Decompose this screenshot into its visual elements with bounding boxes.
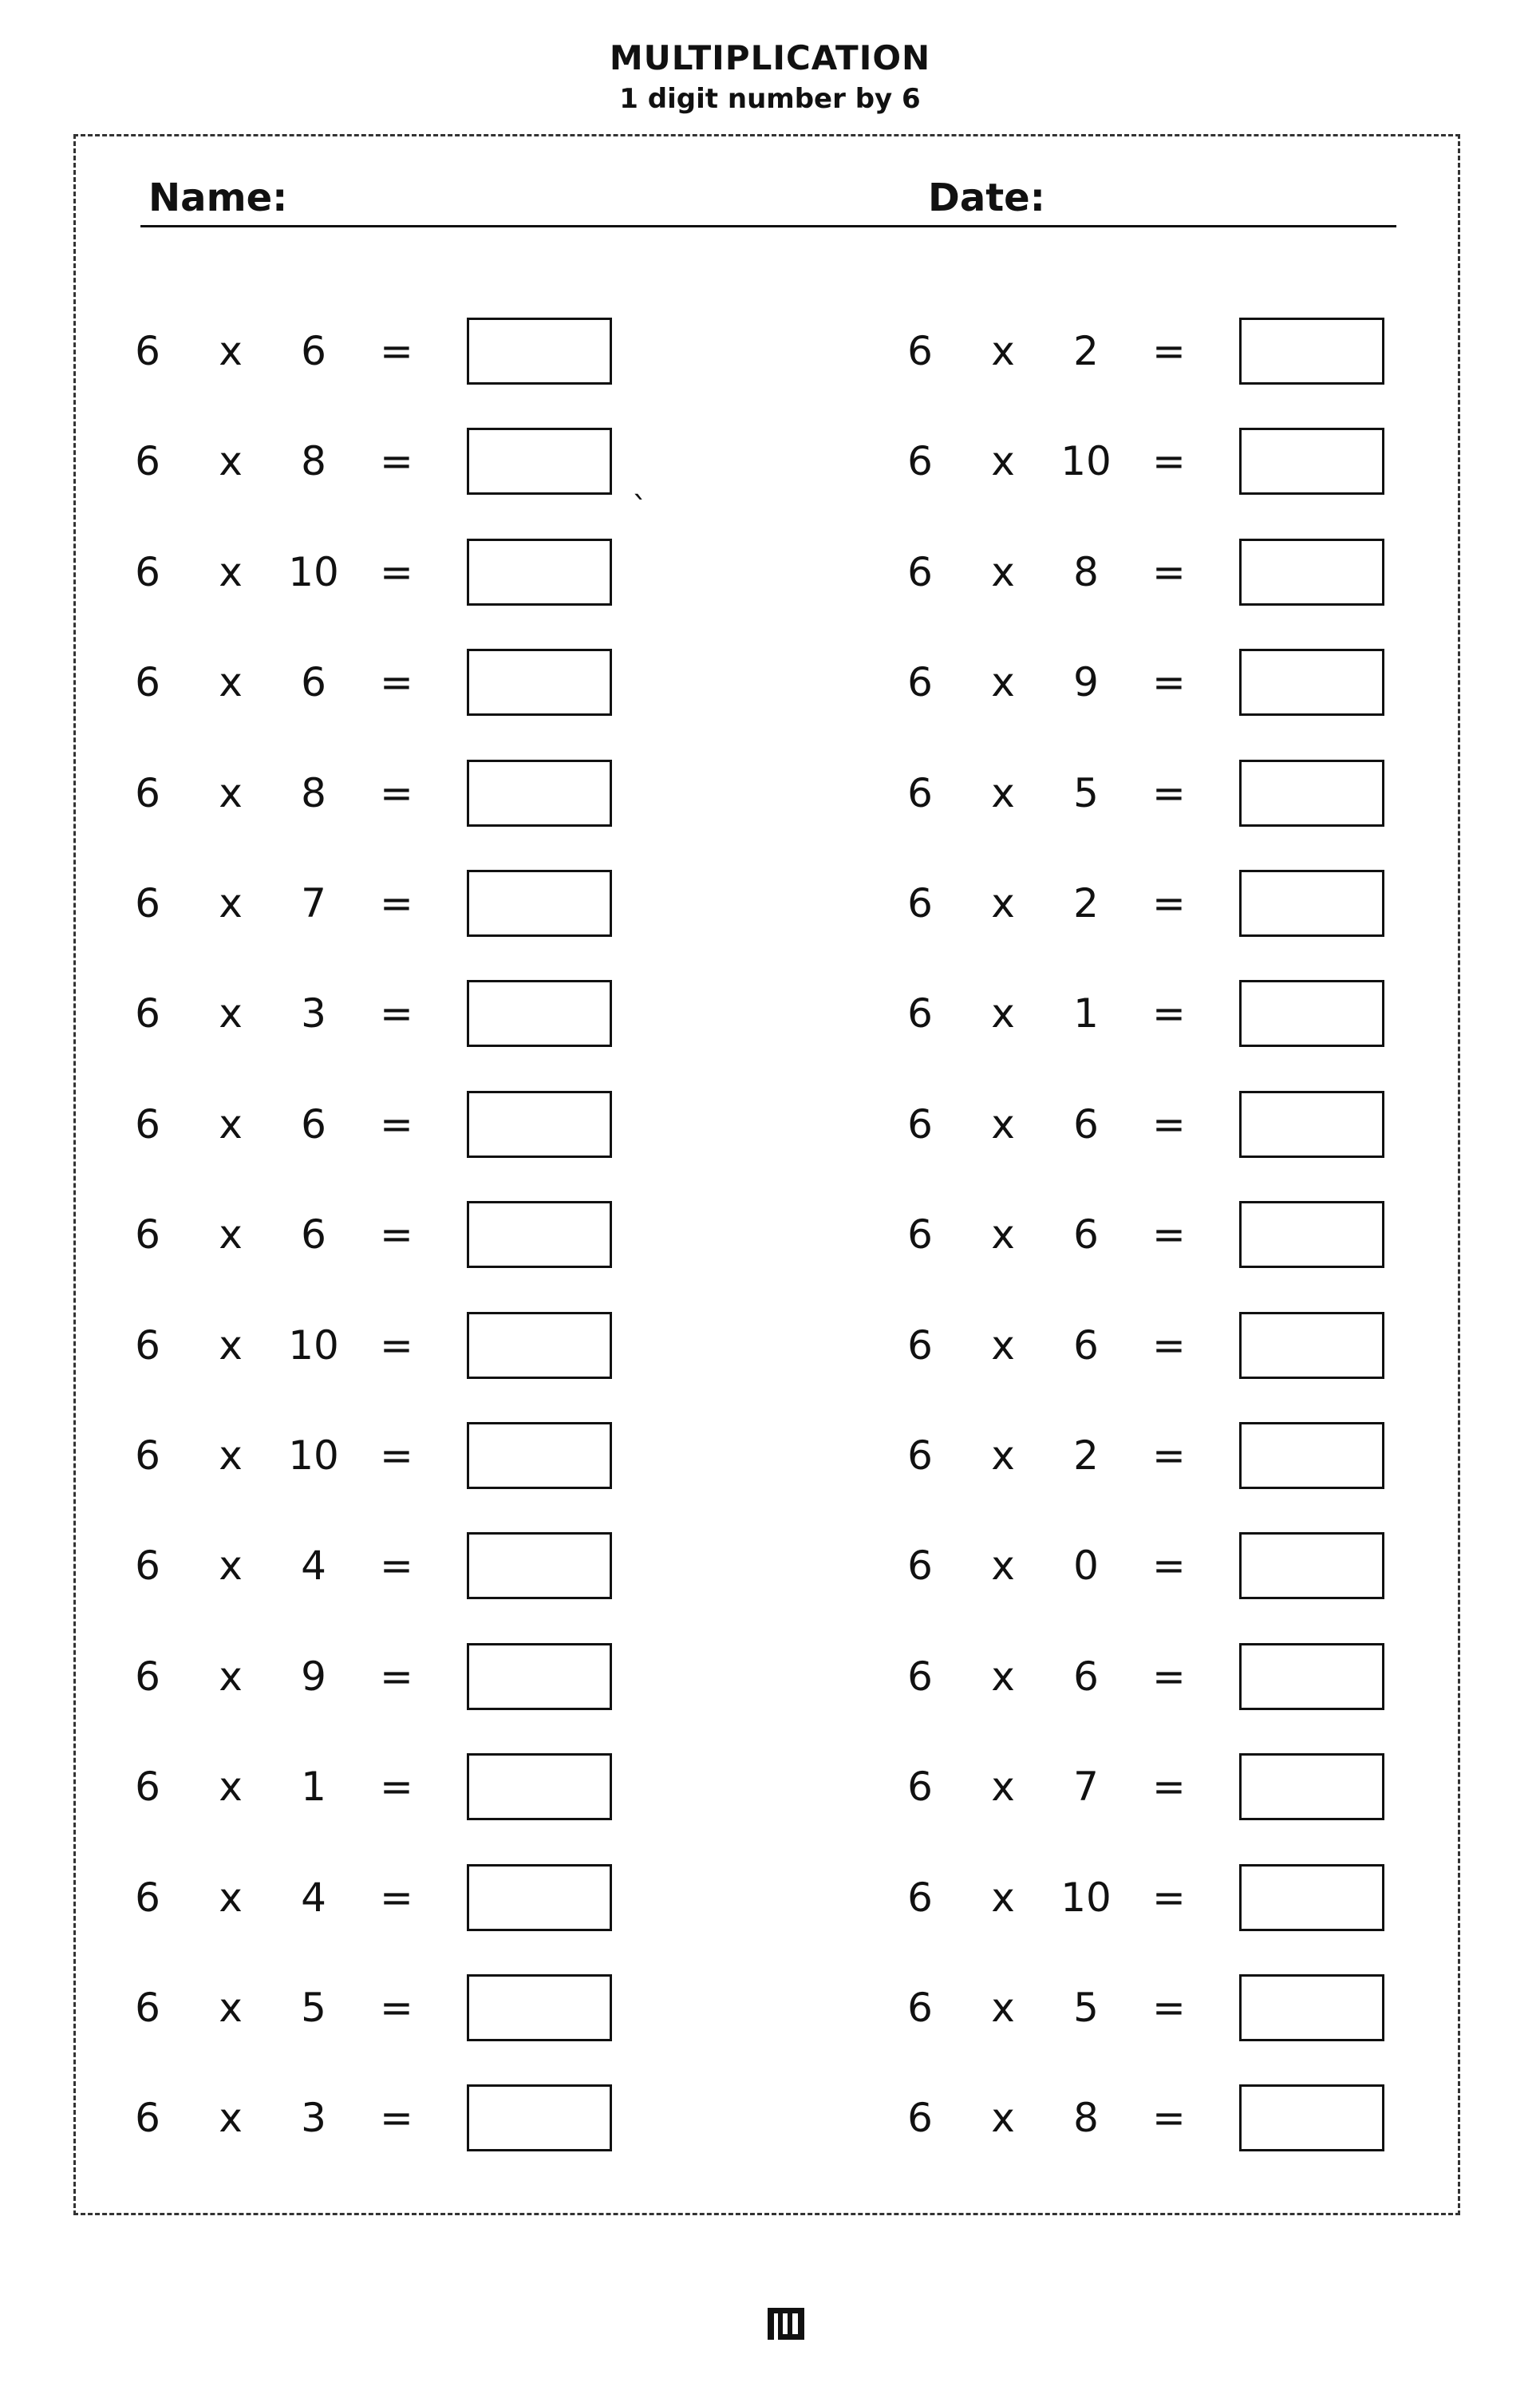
multiplicand: 6 (135, 2095, 160, 2141)
multiplicand: 6 (907, 328, 933, 374)
answer-box[interactable] (467, 870, 612, 937)
equals-sign: = (380, 1764, 413, 1810)
equals-sign: = (380, 1543, 413, 1589)
multiplier: 7 (1073, 1764, 1099, 1810)
multiplicand: 6 (135, 990, 160, 1037)
answer-box[interactable] (1239, 760, 1384, 827)
equals-sign: = (380, 328, 413, 374)
multiplicand: 6 (907, 990, 933, 1037)
times-sign: x (219, 438, 243, 484)
answer-box[interactable] (1239, 2084, 1384, 2151)
equals-sign: = (380, 1985, 413, 2031)
equals-sign: = (380, 1875, 413, 1921)
answer-box[interactable] (467, 980, 612, 1047)
answer-box[interactable] (467, 1864, 612, 1931)
equals-sign: = (1152, 1432, 1186, 1479)
multiplier: 9 (1073, 659, 1099, 705)
multiplicand: 6 (135, 880, 160, 926)
answer-box[interactable] (1239, 1864, 1384, 1931)
answer-box[interactable] (1239, 1974, 1384, 2041)
multiplier: 6 (301, 1211, 326, 1258)
answer-box[interactable] (1239, 1422, 1384, 1489)
multiplier: 0 (1073, 1543, 1099, 1589)
multiplicand: 6 (135, 1543, 160, 1589)
equals-sign: = (380, 1211, 413, 1258)
times-sign: x (991, 659, 1015, 705)
equals-sign: = (380, 659, 413, 705)
answer-box[interactable] (1239, 539, 1384, 606)
multiplicand: 6 (907, 1764, 933, 1810)
multiplicand: 6 (907, 1211, 933, 1258)
times-sign: x (991, 2095, 1015, 2141)
equals-sign: = (380, 990, 413, 1037)
times-sign: x (991, 328, 1015, 374)
multiplicand: 6 (907, 1322, 933, 1369)
multiplier: 8 (301, 438, 326, 484)
times-sign: x (219, 1101, 243, 1148)
times-sign: x (219, 1875, 243, 1921)
times-sign: x (991, 1985, 1015, 2031)
multiplier: 6 (1073, 1322, 1099, 1369)
times-sign: x (991, 1543, 1015, 1589)
multiplier: 8 (1073, 549, 1099, 595)
logo-icon (768, 2308, 804, 2340)
multiplicand: 6 (907, 880, 933, 926)
multiplier: 5 (1073, 770, 1099, 816)
answer-box[interactable] (467, 1753, 612, 1820)
times-sign: x (991, 549, 1015, 595)
name-date-line (140, 225, 1396, 227)
multiplier: 7 (301, 880, 326, 926)
multiplicand: 6 (907, 1985, 933, 2031)
equals-sign: = (380, 880, 413, 926)
equals-sign: = (380, 1322, 413, 1369)
multiplicand: 6 (135, 438, 160, 484)
equals-sign: = (380, 1101, 413, 1148)
answer-box[interactable] (1239, 649, 1384, 716)
answer-box[interactable] (1239, 318, 1384, 385)
multiplier: 1 (1073, 990, 1099, 1037)
equals-sign: = (380, 438, 413, 484)
answer-box[interactable] (467, 649, 612, 716)
multiplicand: 6 (907, 659, 933, 705)
times-sign: x (991, 770, 1015, 816)
times-sign: x (991, 1322, 1015, 1369)
multiplier: 4 (301, 1875, 326, 1921)
equals-sign: = (380, 549, 413, 595)
answer-box[interactable] (467, 539, 612, 606)
multiplier: 8 (1073, 2095, 1099, 2141)
multiplier: 6 (301, 659, 326, 705)
multiplicand: 6 (907, 1875, 933, 1921)
multiplier: 2 (1073, 880, 1099, 926)
multiplicand: 6 (907, 1543, 933, 1589)
multiplier: 2 (1073, 1432, 1099, 1479)
date-label: Date: (928, 176, 1045, 220)
stray-mark: ` (632, 491, 648, 527)
answer-box[interactable] (1239, 1091, 1384, 1158)
multiplier: 6 (301, 328, 326, 374)
equals-sign: = (1152, 990, 1186, 1037)
multiplicand: 6 (135, 1985, 160, 2031)
multiplier: 6 (1073, 1211, 1099, 1258)
times-sign: x (219, 659, 243, 705)
equals-sign: = (380, 1432, 413, 1479)
multiplier: 6 (1073, 1101, 1099, 1148)
times-sign: x (991, 990, 1015, 1037)
multiplicand: 6 (135, 1432, 160, 1479)
equals-sign: = (1152, 1653, 1186, 1700)
answer-box[interactable] (467, 1091, 612, 1158)
times-sign: x (219, 1985, 243, 2031)
multiplier: 6 (1073, 1653, 1099, 1700)
equals-sign: = (1152, 659, 1186, 705)
times-sign: x (219, 328, 243, 374)
answer-box[interactable] (1239, 428, 1384, 495)
multiplicand: 6 (135, 1653, 160, 1700)
times-sign: x (219, 549, 243, 595)
times-sign: x (219, 1764, 243, 1810)
equals-sign: = (1152, 2095, 1186, 2141)
multiplicand: 6 (907, 1101, 933, 1148)
multiplicand: 6 (907, 438, 933, 484)
multiplicand: 6 (135, 1101, 160, 1148)
equals-sign: = (1152, 328, 1186, 374)
multiplier: 4 (301, 1543, 326, 1589)
multiplier: 3 (301, 2095, 326, 2141)
answer-box[interactable] (467, 2084, 612, 2151)
times-sign: x (991, 438, 1015, 484)
times-sign: x (991, 880, 1015, 926)
equals-sign: = (1152, 1543, 1186, 1589)
answer-box[interactable] (1239, 1532, 1384, 1599)
equals-sign: = (1152, 1101, 1186, 1148)
equals-sign: = (1152, 1985, 1186, 2031)
multiplier: 6 (301, 1101, 326, 1148)
times-sign: x (991, 1764, 1015, 1810)
multiplicand: 6 (907, 549, 933, 595)
answer-box[interactable] (1239, 870, 1384, 937)
times-sign: x (991, 1432, 1015, 1479)
answer-box[interactable] (467, 1201, 612, 1268)
multiplicand: 6 (135, 1211, 160, 1258)
multiplicand: 6 (907, 770, 933, 816)
answer-box[interactable] (1239, 1643, 1384, 1710)
equals-sign: = (1152, 1875, 1186, 1921)
multiplicand: 6 (135, 549, 160, 595)
multiplier: 1 (301, 1764, 326, 1810)
multiplicand: 6 (135, 770, 160, 816)
times-sign: x (991, 1875, 1015, 1921)
answer-box[interactable] (467, 1974, 612, 2041)
times-sign: x (219, 880, 243, 926)
times-sign: x (991, 1653, 1015, 1700)
equals-sign: = (380, 770, 413, 816)
times-sign: x (219, 770, 243, 816)
multiplicand: 6 (135, 659, 160, 705)
equals-sign: = (1152, 1322, 1186, 1369)
answer-box[interactable] (467, 1532, 612, 1599)
answer-box[interactable] (1239, 1312, 1384, 1379)
multiplier: 10 (288, 549, 339, 595)
multiplier: 10 (288, 1432, 339, 1479)
answer-box[interactable] (1239, 980, 1384, 1047)
worksheet-subtitle: 1 digit number by 6 (619, 83, 921, 115)
answer-box[interactable] (467, 1643, 612, 1710)
multiplier: 5 (301, 1985, 326, 2031)
times-sign: x (219, 1653, 243, 1700)
equals-sign: = (380, 1653, 413, 1700)
answer-box[interactable] (467, 1422, 612, 1489)
answer-box[interactable] (1239, 1201, 1384, 1268)
equals-sign: = (1152, 880, 1186, 926)
multiplier: 2 (1073, 328, 1099, 374)
answer-box[interactable] (467, 428, 612, 495)
times-sign: x (219, 990, 243, 1037)
multiplier: 10 (288, 1322, 339, 1369)
multiplicand: 6 (907, 1653, 933, 1700)
answer-box[interactable] (467, 760, 612, 827)
multiplicand: 6 (135, 1322, 160, 1369)
times-sign: x (219, 1543, 243, 1589)
equals-sign: = (380, 2095, 413, 2141)
name-label: Name: (148, 176, 288, 220)
times-sign: x (219, 1432, 243, 1479)
multiplicand: 6 (135, 1764, 160, 1810)
multiplicand: 6 (907, 2095, 933, 2141)
answer-box[interactable] (1239, 1753, 1384, 1820)
multiplier: 5 (1073, 1985, 1099, 2031)
multiplicand: 6 (907, 1432, 933, 1479)
equals-sign: = (1152, 438, 1186, 484)
multiplier: 8 (301, 770, 326, 816)
multiplicand: 6 (135, 1875, 160, 1921)
equals-sign: = (1152, 1764, 1186, 1810)
answer-box[interactable] (467, 1312, 612, 1379)
equals-sign: = (1152, 1211, 1186, 1258)
times-sign: x (219, 1211, 243, 1258)
times-sign: x (219, 2095, 243, 2141)
multiplier: 10 (1060, 1875, 1112, 1921)
times-sign: x (991, 1101, 1015, 1148)
equals-sign: = (1152, 549, 1186, 595)
answer-box[interactable] (467, 318, 612, 385)
equals-sign: = (1152, 770, 1186, 816)
worksheet-title: MULTIPLICATION (609, 38, 931, 77)
multiplicand: 6 (135, 328, 160, 374)
times-sign: x (991, 1211, 1015, 1258)
multiplier: 10 (1060, 438, 1112, 484)
multiplier: 3 (301, 990, 326, 1037)
times-sign: x (219, 1322, 243, 1369)
multiplier: 9 (301, 1653, 326, 1700)
